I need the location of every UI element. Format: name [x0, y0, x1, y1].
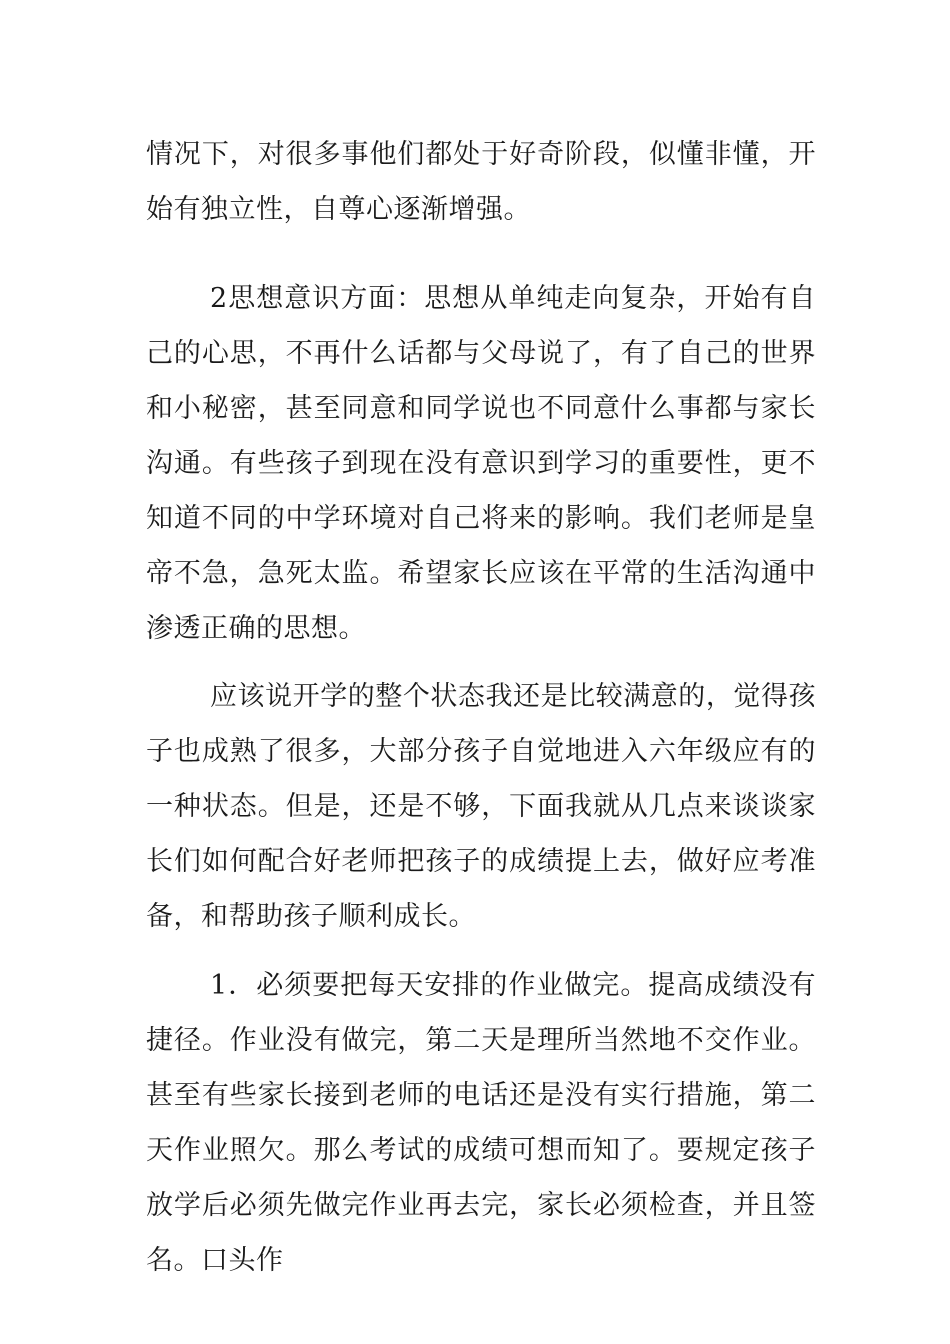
paragraph-thinking-awareness: 2思想意识方面：思想从单纯走向复杂，开始有自己的心思，不再什么话都与父母说了，有了自己的世界和小秘密，甚至同意和同学说也不同意什么事都与家长沟通。有些孩子到现在没有意识到学习的重要性，更不知道不同的中学环境对自己将来的影响。我们老师是皇帝不急，急死太监。希望家长应该在平常的生活沟通中渗透正确的思想。 [146, 283, 816, 644]
paragraph-homework-rule: 1．必须要把每天安排的作业做完。提高成绩没有捷径。作业没有做完，第二天是理所当然地不交作业。甚至有些家长接到老师的电话还是没有实行措施，第二天作业照欠。那么考试的成绩可想而知了。要规定孩子放学后必须先做完作业再去完，家长必须检查，并且签名。口头作 [146, 970, 816, 1276]
paragraph-continuation: 情况下，对很多事他们都处于好奇阶段，似懂非懂，开始有独立性，自尊心逐渐增强。 [146, 139, 816, 225]
paragraph-semester-state: 应该说开学的整个状态我还是比较满意的，觉得孩子也成熟了很多，大部分孩子自觉地进入六年级应有的一种状态。但是，还是不够，下面我就从几点来谈谈家长们如何配合好老师把孩子的成绩提上去，做好应考准备，和帮助孩子顺利成长。 [146, 681, 816, 932]
